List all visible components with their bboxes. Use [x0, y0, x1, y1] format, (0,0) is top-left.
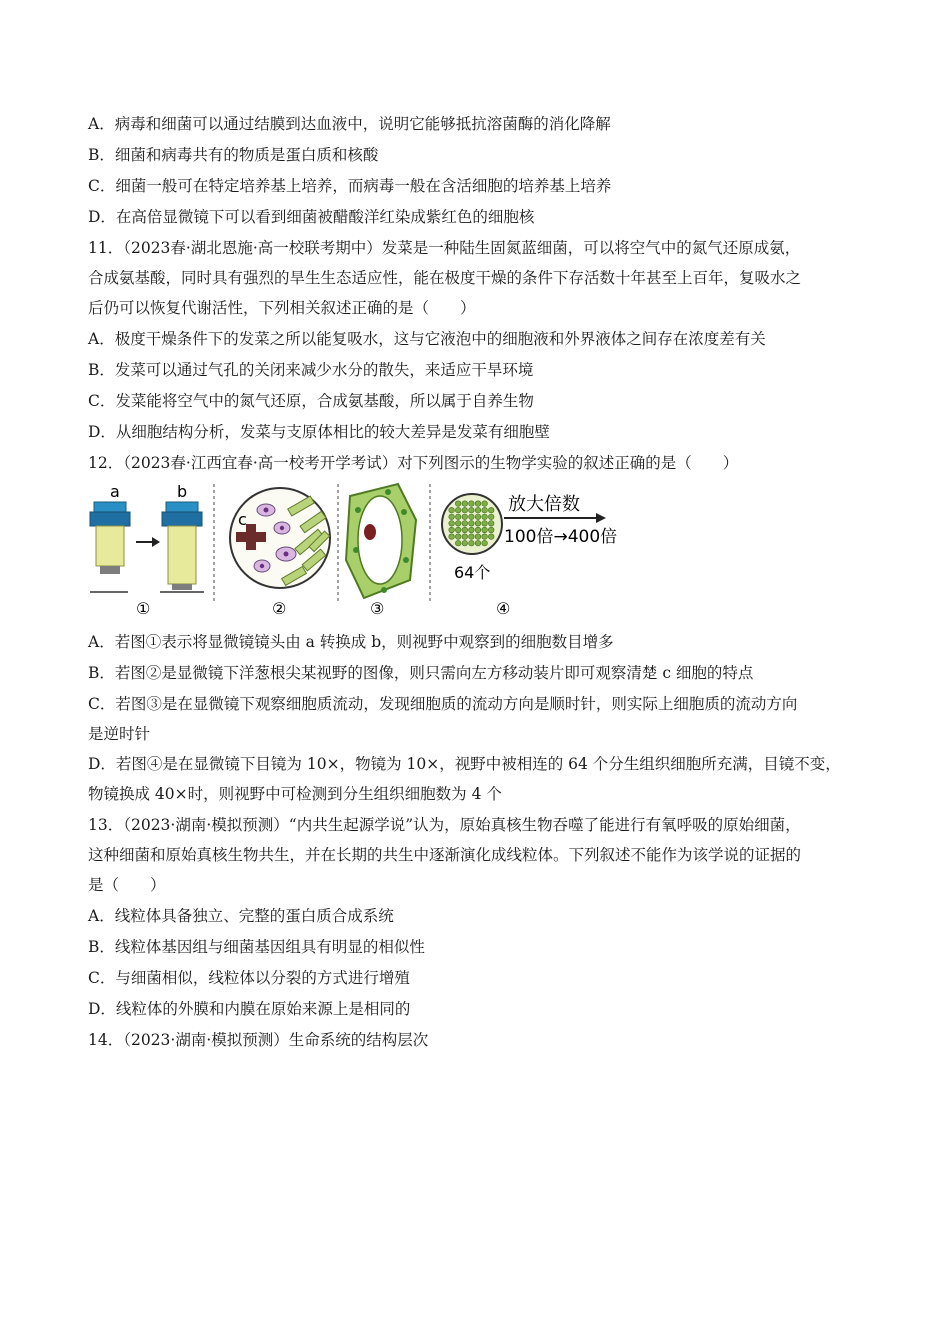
tissue-cell — [475, 534, 481, 540]
q10-option-a: A．病毒和细菌可以通过结膜到达血液中，说明它能够抵抗溶菌酶的消化降解 — [88, 115, 611, 133]
cell-count: 64个 — [454, 563, 491, 582]
q13-option-b: B．线粒体基因组与细菌基因组具有明显的相似性 — [88, 938, 425, 956]
tissue-cell — [455, 527, 461, 533]
tissue-cell — [482, 514, 488, 520]
tissue-cell — [469, 514, 475, 520]
panel-1-objectives — [90, 482, 204, 618]
magnify-range: 100倍→400倍 — [504, 527, 618, 547]
tissue-cell — [482, 507, 488, 513]
tissue-cell — [462, 534, 468, 540]
tissue-cell — [449, 507, 455, 513]
panel-4-number: ④ — [496, 599, 511, 618]
tissue-cell — [475, 521, 481, 527]
q12-option-c: C．若图③是在显微镜下观察细胞质流动，发现细胞质的流动方向是顺时针，则实际上细胞质的流动方向 — [88, 695, 798, 713]
tissue-cell — [462, 514, 468, 520]
q12-figure — [88, 480, 648, 622]
tissue-cell — [462, 501, 468, 507]
tissue-cell — [469, 527, 475, 533]
q11-option-a: A．极度干燥条件下的发菜之所以能复吸水，这与它液泡中的细胞液和外界液体之间存在浓度差有关 — [88, 330, 766, 348]
q13-stem-line-1: 13．（2023·湖南·模拟预测）“内共生起源学说”认为，原始真核生物吞噬了能进行有氧呼吸的原始细菌， — [88, 816, 801, 834]
q11-stem-line-2: 合成氨基酸，同时具有强烈的旱生生态适应性，能在极度干燥的条件下存活数十年甚至上百年，复吸水之 — [88, 269, 802, 287]
q11-stem-line-3: 后仍可以恢复代谢活性，下列相关叙述正确的是（ ） — [88, 299, 476, 317]
tissue-cell — [482, 501, 488, 507]
q12-option-c-continued: 是逆时针 — [88, 725, 151, 743]
panel-2-number: ② — [272, 599, 287, 618]
panel-3-number: ③ — [370, 599, 385, 618]
q13-option-c: C．与细菌相似，线粒体以分裂的方式进行增殖 — [88, 969, 410, 987]
q12-option-b: B．若图②是显微镜下洋葱根尖某视野的图像，则只需向左方移动装片即可观察清楚 c 细胞的特点 — [88, 664, 754, 682]
tissue-cell — [449, 514, 455, 520]
tissue-cell — [455, 540, 461, 546]
tissue-cell — [475, 514, 481, 520]
panel-2-field — [230, 488, 330, 618]
tissue-cell — [475, 540, 481, 546]
tissue-cell — [469, 540, 475, 546]
panel-3-plant-cell — [346, 484, 416, 618]
tissue-cell — [455, 521, 461, 527]
tissue-cell — [482, 521, 488, 527]
q12-option-d-continued: 物镜换成 40×时，则视野中可检测到分生组织细胞数为 4 个 — [88, 785, 502, 803]
magnify-title: 放大倍数 — [508, 494, 580, 515]
q11-option-d: D．从细胞结构分析，发菜与支原体相比的较大差异是发菜有细胞壁 — [88, 423, 550, 441]
tissue-cell — [488, 521, 494, 527]
q13-option-a: A．线粒体具备独立、完整的蛋白质合成系统 — [88, 907, 394, 925]
tissue-cell — [469, 507, 475, 513]
tissue-cell — [462, 527, 468, 533]
label-a: a — [110, 482, 120, 501]
tissue-cell — [455, 507, 461, 513]
tissue-cell — [488, 514, 494, 520]
tissue-cell — [449, 527, 455, 533]
tissue-cell — [455, 514, 461, 520]
q12-option-a: A．若图①表示将显微镜镜头由 a 转换成 b，则视野中观察到的细胞数目增多 — [88, 633, 614, 651]
tissue-cell — [488, 534, 494, 540]
tissue-cell — [469, 501, 475, 507]
label-b: b — [177, 482, 188, 501]
q14-stem: 14．（2023·湖南·模拟预测）生命系统的结构层次 — [88, 1031, 429, 1049]
tissue-cell — [488, 527, 494, 533]
tissue-cell — [449, 521, 455, 527]
q11-option-c: C．发菜能将空气中的氮气还原，合成氨基酸，所以属于自养生物 — [88, 392, 534, 410]
q11-option-b: B．发菜可以通过气孔的关闭来减少水分的散失，来适应干旱环境 — [88, 361, 534, 379]
tissue-cell — [469, 521, 475, 527]
q12-option-d: D．若图④是在显微镜下目镜为 10×，物镜为 10×，视野中被相连的 64 个分生组织细胞所充满，目镜不变， — [88, 755, 841, 773]
tissue-cell — [482, 534, 488, 540]
tissue-cell — [455, 501, 461, 507]
tissue-cell — [482, 527, 488, 533]
tissue-cell — [449, 534, 455, 540]
tissue-cell — [469, 534, 475, 540]
tissue-cell — [462, 521, 468, 527]
q13-stem-line-3: 是（ ） — [88, 876, 166, 894]
q10-option-d: D．在高倍显微镜下可以看到细菌被醋酸洋红染成紫红色的细胞核 — [88, 208, 535, 226]
tissue-cell — [488, 507, 494, 513]
panel-4-field — [442, 494, 617, 618]
q13-stem-line-2: 这种细菌和原始真核生物共生，并在长期的共生中逐渐演化成线粒体。下列叙述不能作为该学说的证据的 — [88, 846, 802, 864]
tissue-cell — [475, 501, 481, 507]
tissue-cell — [462, 540, 468, 546]
tissue-cell — [455, 534, 461, 540]
tissue-cell — [475, 507, 481, 513]
tissue-cell — [475, 527, 481, 533]
tissue-cell — [482, 540, 488, 546]
q11-stem-line-1: 11．（2023春·湖北恩施·高一校联考期中）发菜是一种陆生固氮蓝细菌，可以将空气中的氮气还原成氨， — [88, 239, 801, 257]
panel-1-number: ① — [136, 599, 151, 618]
q13-option-d: D．线粒体的外膜和内膜在原始来源上是相同的 — [88, 1000, 411, 1018]
q10-option-b: B．细菌和病毒共有的物质是蛋白质和核酸 — [88, 146, 379, 164]
q10-option-c: C．细菌一般可在特定培养基上培养，而病毒一般在含活细胞的培养基上培养 — [88, 177, 612, 195]
q12-stem: 12．（2023春·江西宜春·高一校考开学考试）对下列图示的生物学实验的叙述正确的是（ ） — [88, 454, 739, 472]
label-c: c — [238, 510, 247, 529]
tissue-cell — [462, 507, 468, 513]
